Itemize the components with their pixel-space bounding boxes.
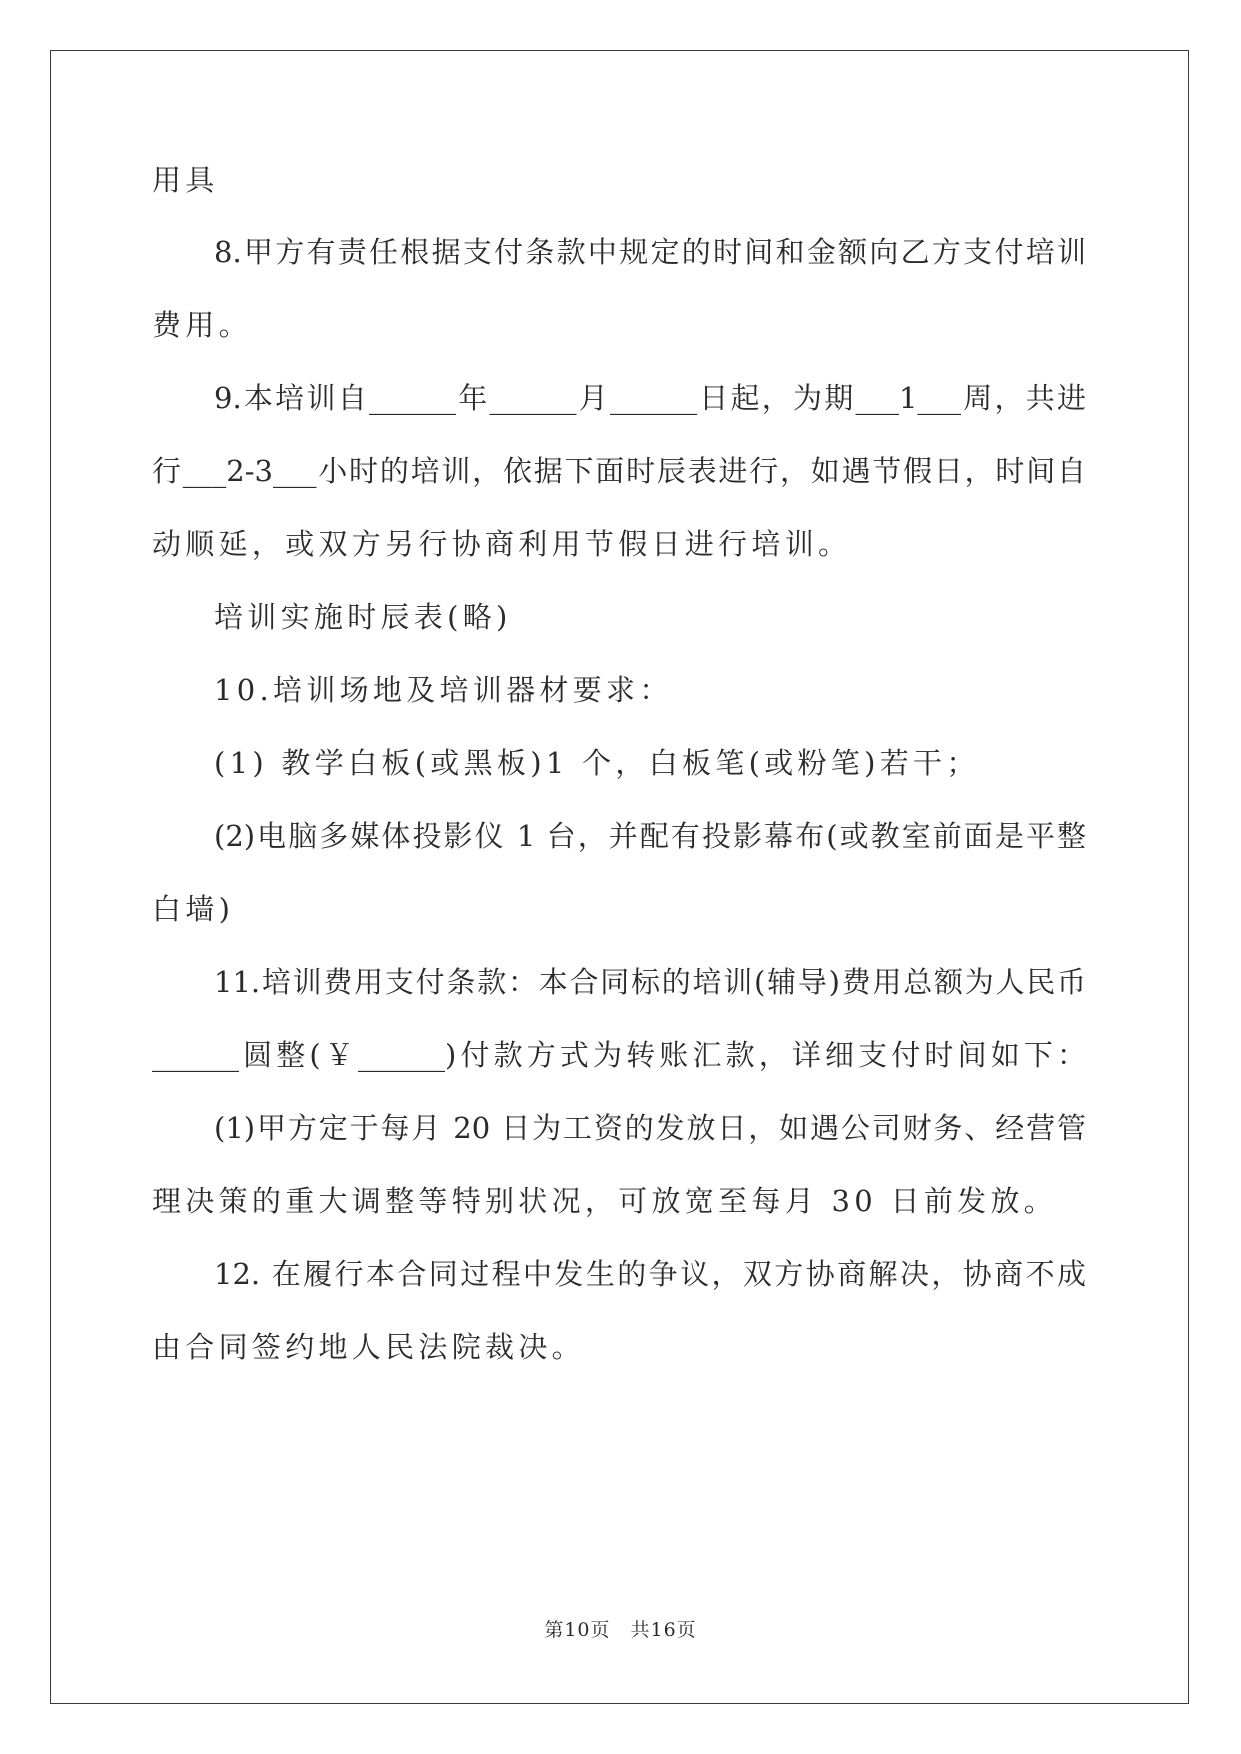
page-border: [50, 50, 1189, 1704]
clause-9-line-1: 9.本培训自______年______月______日起，为期___1___周，共进: [214, 381, 1086, 415]
clause-10-item-1: (1) 教学白板(或黑板)1 个，白板笔(或粉笔)若干；: [214, 746, 980, 780]
clause-11-item-1-line-2: 理决策的重大调整等特别状况，可放宽至每月 30 日前发放。: [152, 1184, 1058, 1218]
clause-8-line-2: 费用。: [152, 308, 252, 342]
clause-8-line-1: 8.甲方有责任根据支付条款中规定的时间和金额向乙方支付培训: [214, 235, 1086, 269]
clause-12-line-1: 12. 在履行本合同过程中发生的争议，双方协商解决，协商不成: [214, 1257, 1086, 1291]
clause-12-line-2: 由合同签约地人民法院裁决。: [152, 1330, 585, 1364]
page-number: 第10页 共16页: [544, 1619, 697, 1641]
clause-11-line-2: ______圆整(￥______)付款方式为转账汇款，详细支付时间如下：: [152, 1038, 1086, 1072]
clause-10-item-2-line-2: 白墙): [152, 892, 235, 926]
text-line-1: 用具: [152, 163, 219, 197]
clause-10-item-2-line-1: (2)电脑多媒体投影仪 1 台，并配有投影幕布(或教室前面是平整: [214, 819, 1086, 853]
clause-10-heading: 10.培训场地及培训器材要求：: [214, 673, 673, 707]
clause-11-item-1-line-1: (1)甲方定于每月 20 日为工资的发放日，如遇公司财务、经营管: [214, 1111, 1086, 1145]
clause-9-line-2: 行___2-3___小时的培训，依据下面时辰表进行，如遇节假日，时间自: [152, 454, 1086, 488]
clause-9-line-3: 动顺延，或双方另行协商利用节假日进行培训。: [152, 527, 852, 561]
clause-11-line-1: 11.培训费用支付条款：本合同标的培训(辅导)费用总额为人民币: [214, 965, 1086, 999]
schedule-note: 培训实施时辰表(略): [214, 600, 512, 634]
